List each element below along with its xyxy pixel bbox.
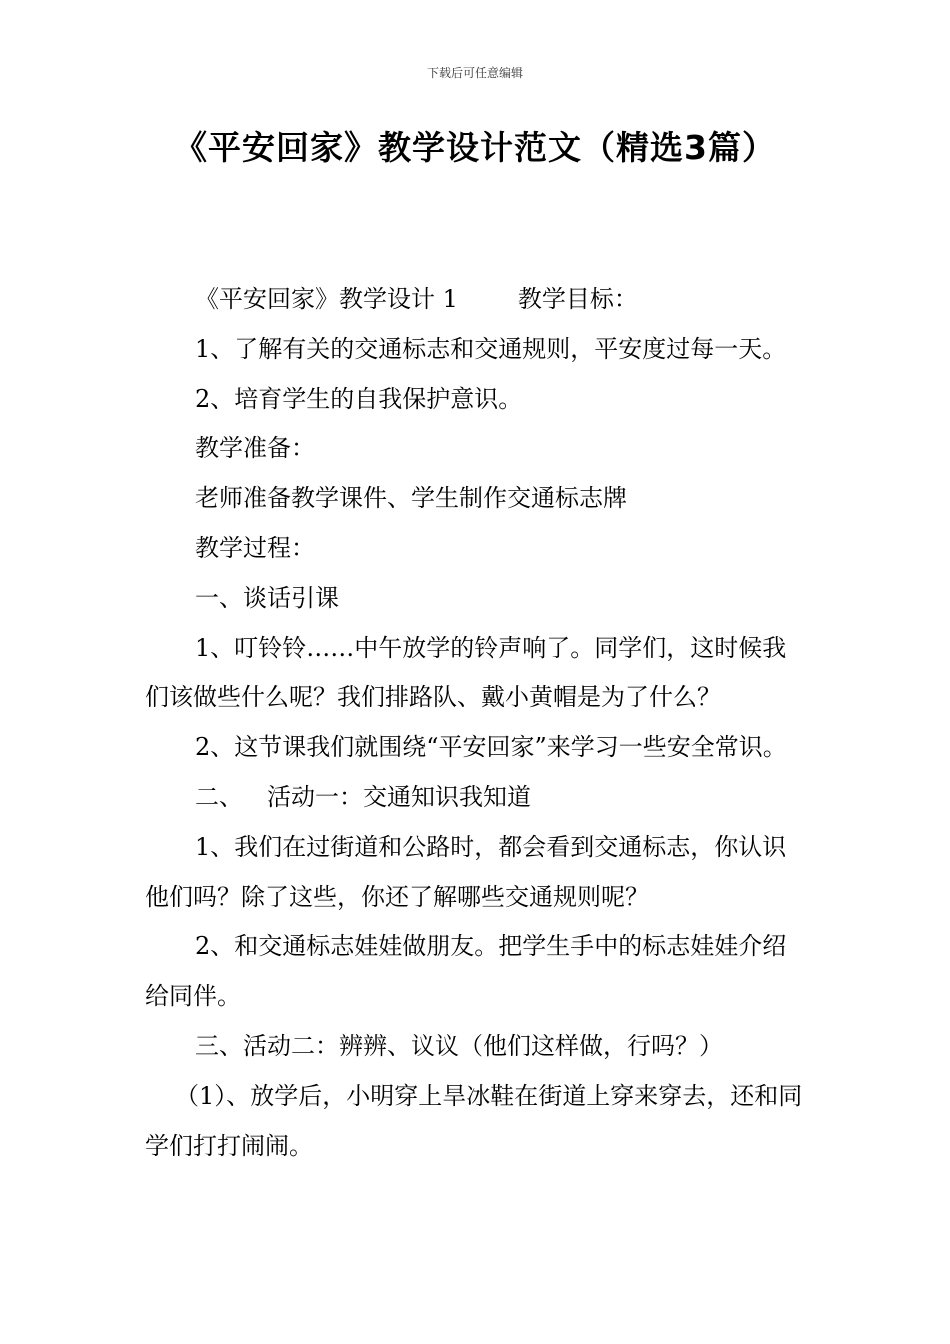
paragraph: （1）、放学后，小明穿上旱冰鞋在街道上穿来穿去，还和同学们打打闹闹。 [145, 1081, 803, 1160]
paragraph: 2、培育学生的自我保护意识。 [195, 384, 523, 413]
paragraph: 1、了解有关的交通标志和交通规则，平安度过每一天。 [195, 334, 787, 363]
section-heading [145, 773, 807, 823]
design-heading: 《平安回家》教学设计 1 [195, 285, 458, 313]
paragraph: 1、叮铃铃……中午放学的铃声响了。同学们，这时候我们该做些什么呢？我们排路队、戴小黄帽是为了什么？ [145, 633, 787, 712]
paragraph-design-heading [145, 275, 807, 325]
section-heading: 教学准备： [195, 434, 315, 463]
document-body [145, 275, 807, 1171]
paragraph: 2、和交通标志娃娃做朋友。把学生手中的标志娃娃介绍给同伴。 [145, 932, 787, 1011]
paragraph: 老师准备教学课件、学生制作交通标志牌 [195, 484, 627, 513]
section-title: 活动一：交通知识我知道 [267, 782, 531, 811]
header-note: 下载后可任意编辑 [426, 66, 523, 80]
paragraph: 2、这节课我们就围绕“平安回家”来学习一些安全常识。 [195, 733, 787, 762]
section-heading: 一、谈话引课 [195, 583, 339, 612]
paragraph: 1、我们在过街道和公路时，都会看到交通标志，你认识他们吗？除了这些，你还了解哪些交通规则呢？ [145, 832, 787, 911]
section-heading: 三、活动二：辨辨、议议（他们这样做，行吗？） [195, 1031, 723, 1060]
section-heading: 教学过程： [195, 533, 315, 562]
goals-heading: 教学目标： [517, 285, 638, 313]
section-number: 二、 [195, 782, 243, 811]
document-title: 《平安回家》教学设计范文（精选3篇） [174, 128, 776, 167]
